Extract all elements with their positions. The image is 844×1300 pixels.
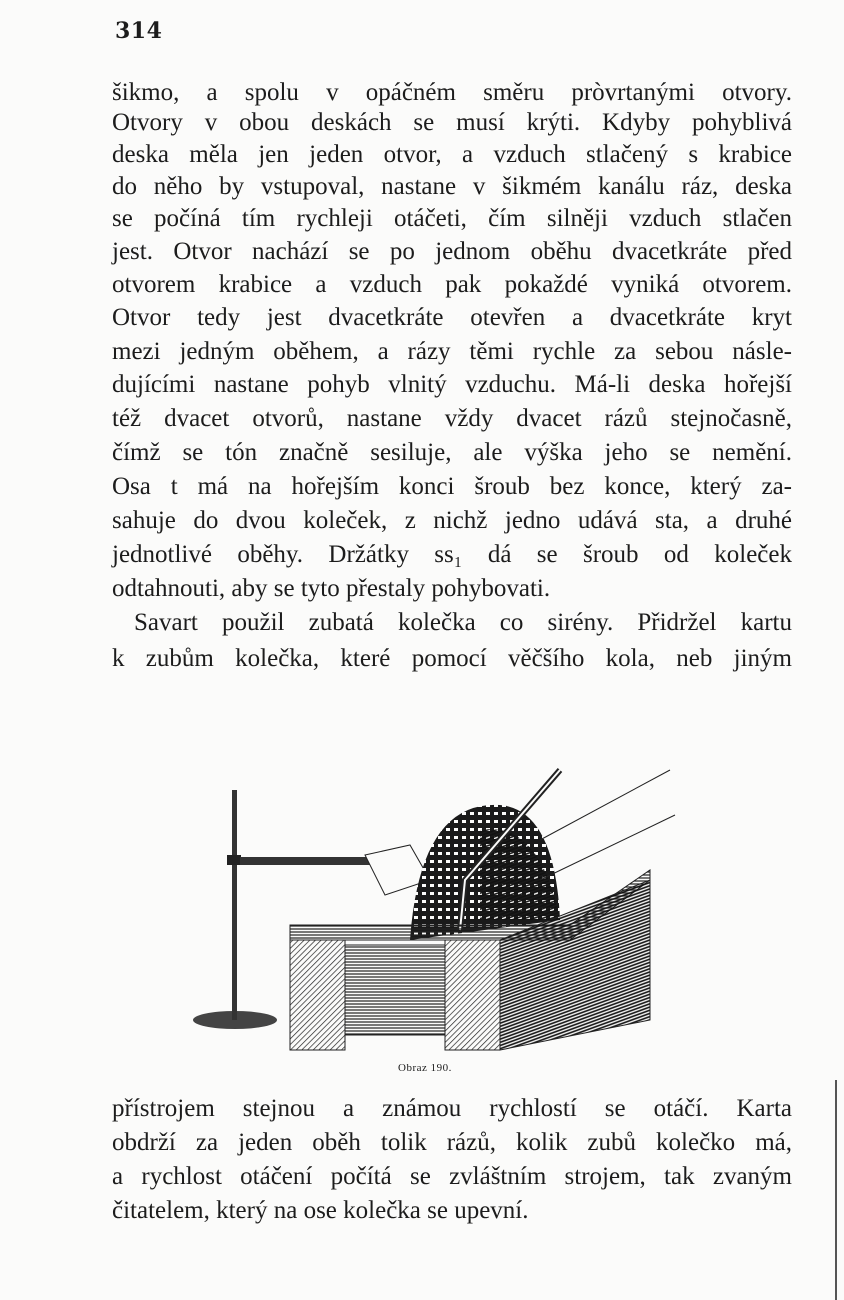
text-line: přístrojem stejnou a známou rychlostí se otáčí. Karta [112,1095,792,1122]
page-number: 314 [115,18,163,44]
text-line: Savart použil zubatá kolečka co sirény. Přidržel kartu [134,609,792,636]
page-edge-shadow [835,1080,837,1300]
figure-illustration [180,730,680,1060]
text-line: šikmo, a spolu v opáčném směru pròvrtanými otvory. [112,79,792,106]
text-line: sahuje do dvou koleček, z nichž jedno udává sta, a druhé [112,507,792,534]
figure-caption: Obraz 190. [398,1062,452,1074]
text-line: též dvacet otvorů, nastane vždy dvacet rázů stejnočasně, [112,405,792,432]
text-line: mezi jedným oběhem, a rázy těmi rychle za sebou násle- [112,338,792,365]
text-line: se počíná tím rychleji otáčeti, čím silněji vzduch stlačen [112,205,792,232]
text-line: čímž se tón značně sesiluje, ale výška jeho se nemění. [112,439,792,466]
text-line: k zubům kolečka, které pomocí věčšího kola, neb jiným [112,645,792,672]
text-line: Otvor tedy jest dvacetkráte otevřen a dvacetkráte kryt [112,304,792,331]
text-line: otvorem krabice a vzduch pak pokaždé vyniká otvorem. [112,271,792,298]
text-line: Osa t má na hořejším konci šroub bez konce, který za- [112,473,792,500]
text-line: jest. Otvor nachází se po jednom oběhu dvacetkráte před [112,238,792,265]
text-line: do něho by vstupoval, nastane v šikmém kanálu ráz, deska [112,173,792,200]
text-line: Otvory v obou deskách se musí krýti. Kdyby pohyblivá [112,109,792,136]
text-line: dujícími nastane pohyb vlnitý vzduchu. Má-li deska hořejší [112,371,792,398]
text-line: jednotlivé oběhy. Držátky ss₁ dá se šroub od koleček [112,541,792,568]
text-line: čitatelem, který na ose kolečka se upevní. [112,1197,529,1224]
text-line: a rychlost otáčení počítá se zvláštním strojem, tak zvaným [112,1163,792,1190]
text-line: odtahnouti, aby se tyto přestaly pohybovati. [112,575,551,602]
siren-apparatus-illustration [180,730,680,1060]
text-line: obdrží za jeden oběh tolik rázů, kolik zubů kolečko má, [112,1129,792,1156]
text-line: deska měla jen jeden otvor, a vzduch stlačený s krabice [112,141,792,168]
